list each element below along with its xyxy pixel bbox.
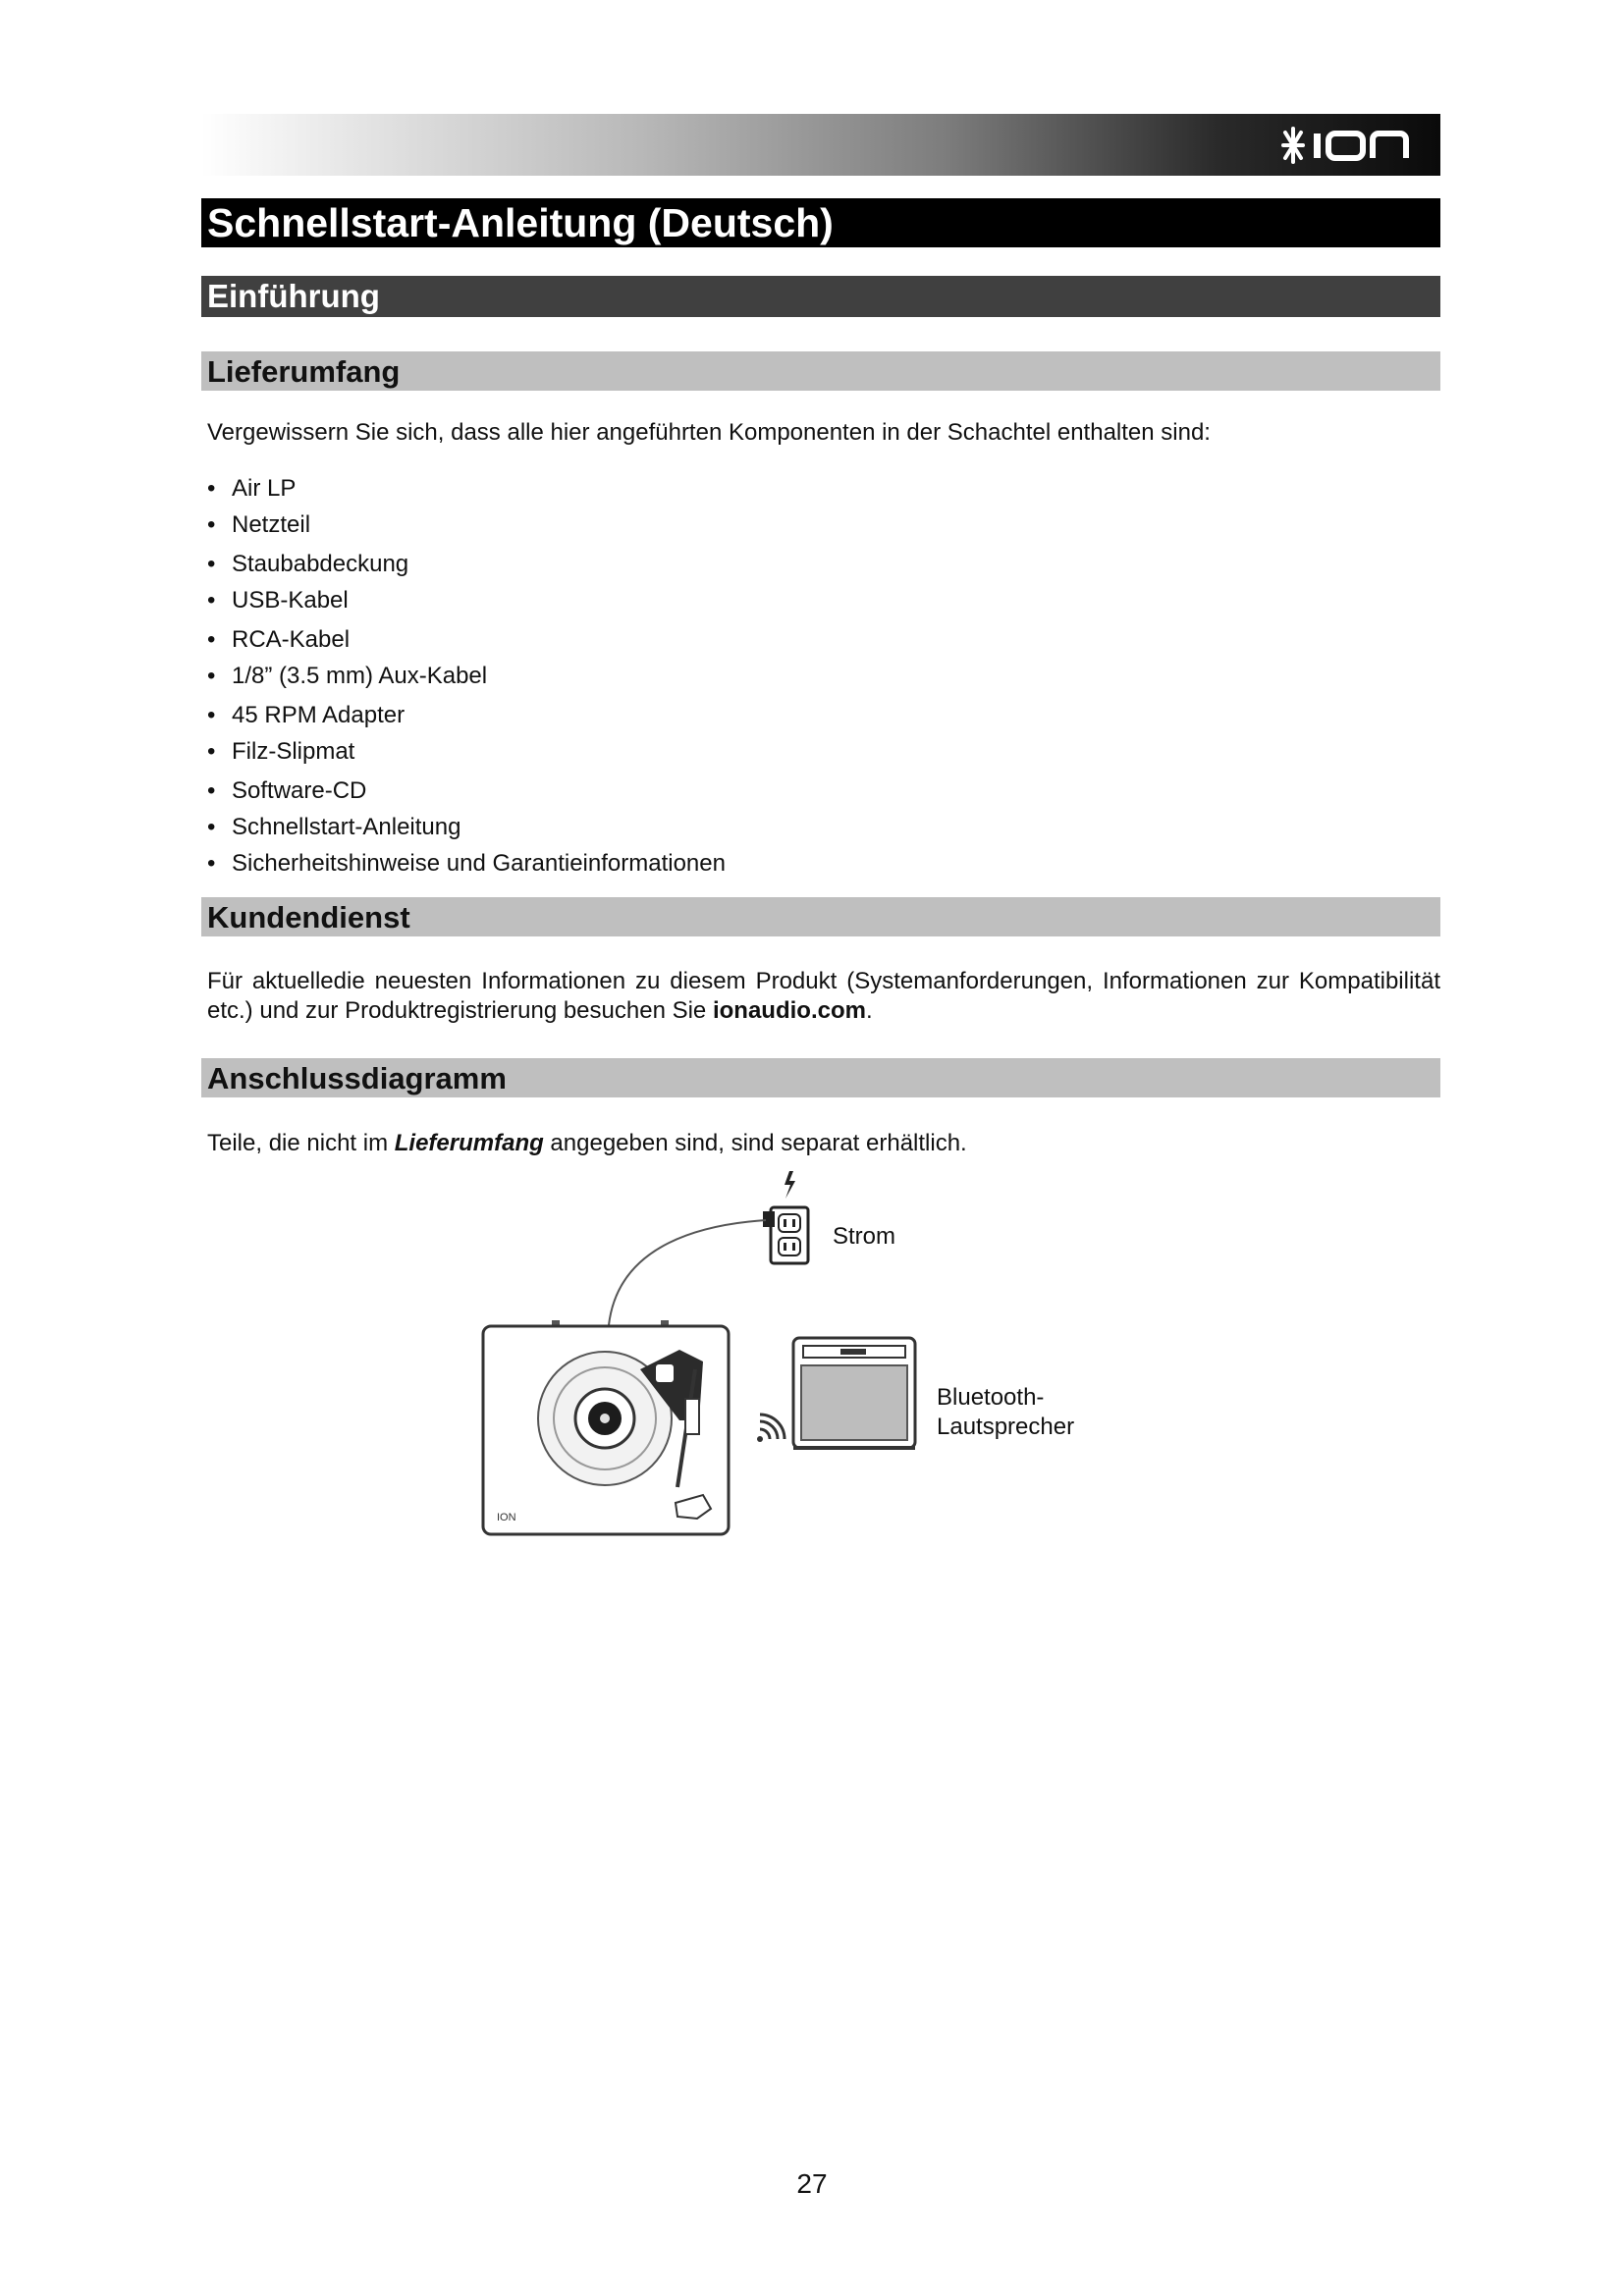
power-cable	[609, 1220, 766, 1325]
wall-outlet-icon	[763, 1207, 808, 1263]
heading-kundendienst	[201, 897, 1440, 936]
heading-anschlussdiagramm	[201, 1058, 1440, 1097]
connection-diagram	[471, 1163, 1139, 1546]
heading-kundendienst-text: Kundendienst	[207, 900, 410, 934]
label-power: Strom	[833, 1223, 896, 1250]
title-bar	[201, 198, 1440, 247]
website-link[interactable]: ionaudio.com	[712, 997, 866, 1024]
turntable-icon	[483, 1320, 729, 1534]
power-bolt-icon	[785, 1171, 795, 1199]
lieferumfang-intro: Vergewissern Sie sich, dass alle hier angeführten Komponenten in der Schachtel enthalten sind:	[207, 419, 1211, 446]
svg-text:ION: ION	[1270, 120, 1272, 121]
heading-anschlussdiagramm-text: Anschlussdiagramm	[207, 1061, 507, 1095]
connection-diagram-drawing	[471, 1163, 1139, 1546]
header-bar	[201, 114, 1440, 176]
heading-lieferumfang	[201, 351, 1440, 391]
page-number: 27	[796, 2168, 828, 2199]
label-speaker-line1: Bluetooth-	[937, 1384, 1045, 1411]
page-title: Schnellstart-Anleitung (Deutsch)	[207, 200, 834, 245]
bluetooth-speaker-icon	[793, 1338, 915, 1448]
section-heading-intro	[201, 276, 1440, 317]
section-heading-intro-text: Einführung	[207, 278, 380, 314]
bluetooth-signal-icon	[757, 1415, 785, 1442]
anschlussdiagramm-text: Teile, die nicht im Lieferumfang angegeben sind, sind separat erhältlich.	[207, 1130, 967, 1156]
heading-lieferumfang-text: Lieferumfang	[207, 354, 401, 389]
ion-logo	[1270, 120, 1427, 171]
label-speaker-line2: Lautsprecher	[937, 1414, 1075, 1440]
lieferumfang-emphasis: Lieferumfang	[394, 1130, 544, 1156]
svg-text:ION: ION	[497, 1512, 516, 1523]
kundendienst-text: Für aktuelledie neuesten Informationen zu diesem Produkt (Systemanforderungen, Informationen zur Kompatibilität etc.) und zur Produktregistrierung besuchen Sie ionaudio.com.	[207, 968, 1440, 1024]
